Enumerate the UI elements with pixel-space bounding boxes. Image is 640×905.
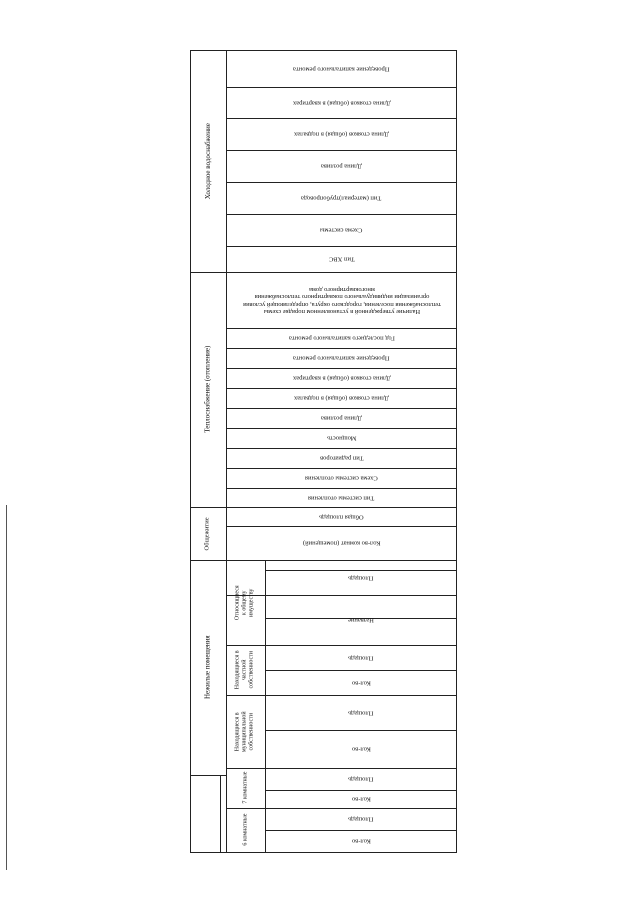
row-nonres-private-1: Площадь <box>348 654 374 662</box>
subgroup-private: Находящиеся в частной собственности <box>234 650 256 690</box>
subgroup-municipal: Находящиеся в муниципальной собственности <box>234 711 256 752</box>
row-heating-4: Длина стояков (общая) в квартирах <box>292 374 391 382</box>
group-rooms6: 6 комнатные <box>241 813 248 847</box>
row-cold-water-1: Проведение капитального ремонта <box>293 65 390 73</box>
row-nonres-private-2: Кол-во <box>351 679 371 687</box>
row-heating-7: Мощность <box>326 434 357 442</box>
row-heating-6: Длина розлива <box>321 414 362 422</box>
group-rooms7: 7 комнатные <box>241 771 248 805</box>
row-heating-1: Наличие утвержденной в установленном порядке схемы теплоснабжения поселения, городского округа, определяющей условия организации индивидуального поквартирного теплоснабжения многоквартирного дома <box>242 285 441 315</box>
group-heating: Теплоснабжение (отопление) <box>203 345 212 434</box>
row-cold-water-5: Тип (материал)трубопровода <box>301 194 382 202</box>
row-nonres-municipal-1: Площадь <box>348 709 374 717</box>
subgroup-common-property: Относящиеся к общему имуществу <box>234 585 256 620</box>
row-nonres-common-2: Название <box>348 616 374 624</box>
row-common-2: Кол-во комнат (помещений) <box>302 539 381 547</box>
row-cold-water-7: Тип ХВС <box>328 255 355 263</box>
row-heating-8: Тип радиаторов <box>319 454 364 462</box>
row-rooms7-2: Кол-во <box>351 795 371 803</box>
row-rooms6-1: Площадь <box>348 815 374 823</box>
row-nonres-municipal-2: Кол-во <box>351 745 371 753</box>
row-heating-5: Длина стояков (общая) в подвалах <box>294 394 389 402</box>
row-heating-2: Год последнего капитального ремонта <box>288 334 395 342</box>
row-heating-10: Тип системы отопления <box>308 494 375 502</box>
row-cold-water-4: Длина розлива <box>321 162 362 170</box>
row-cold-water-3: Длина стояков (общая) в подвалах <box>294 130 389 138</box>
row-heating-3: Проведение капитального ремонта <box>293 354 390 362</box>
row-rooms6-2: Кол-во <box>351 837 371 845</box>
row-heating-9: Схема системы отопления <box>305 474 378 482</box>
row-common-1: Общая площадь <box>319 513 364 521</box>
row-nonres-common-1: Площадь <box>348 574 374 582</box>
group-cold-water: Холодное водоснабжение <box>203 122 212 200</box>
row-cold-water-6: Схема системы <box>320 226 363 234</box>
group-nonresidential: Нежилые помещения <box>203 635 212 700</box>
row-cold-water-2: Длина стояков (общая) в квартирах <box>292 99 391 107</box>
rotated-data-table <box>190 50 457 852</box>
group-common: Общежитие <box>204 516 212 551</box>
page-margin-line <box>6 505 7 870</box>
row-rooms7-1: Площадь <box>348 775 374 783</box>
